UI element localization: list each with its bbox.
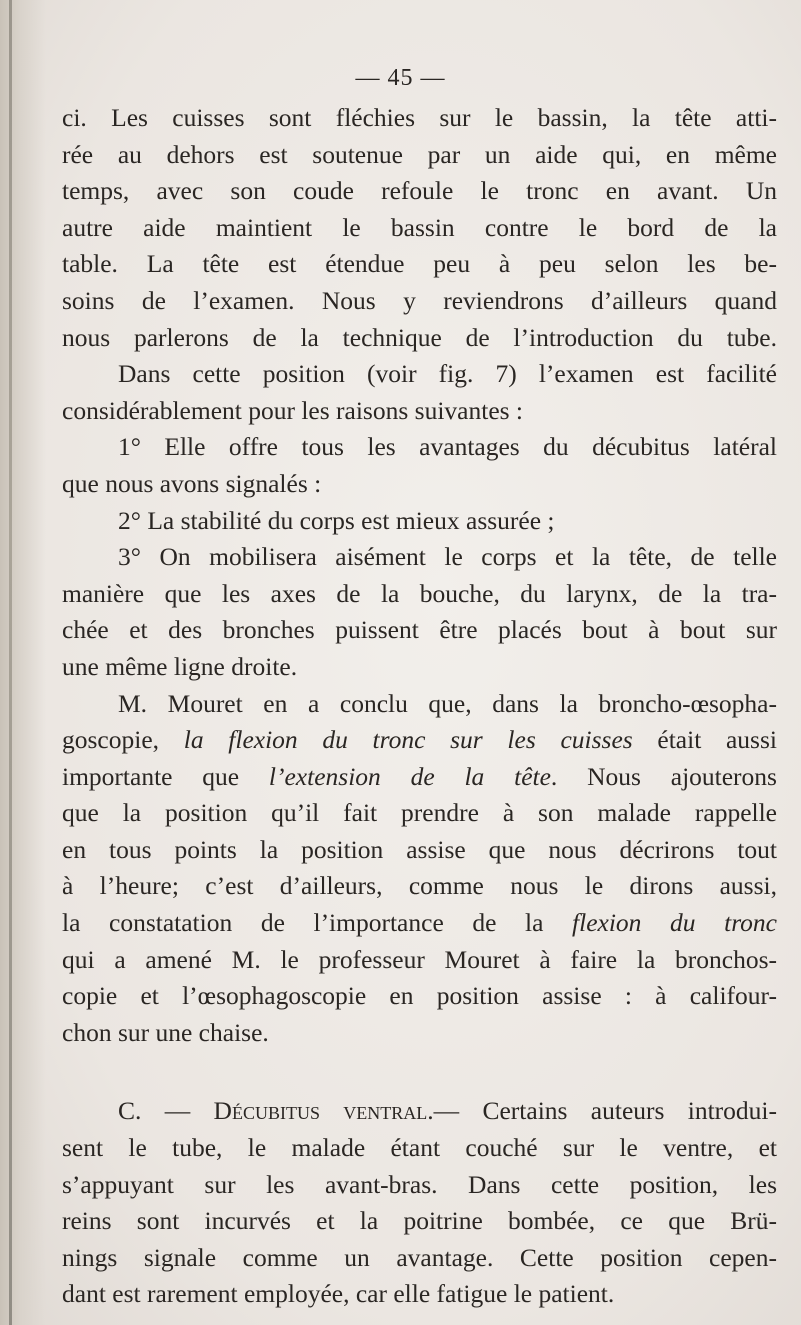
text-line (62, 503, 777, 540)
section-gap (62, 1051, 777, 1093)
text-segment: reins sont incurvés et la poitrine bombée, ce que Brü- (62, 1206, 777, 1236)
text-line (62, 868, 777, 905)
text-line (62, 1015, 777, 1052)
text-segment: goscopie, (62, 725, 184, 755)
text-segment: chée et des bronches puissent être placés bout à bout sur (62, 615, 777, 645)
binding-edge-line (9, 0, 12, 1325)
italic-phrase: la flexion du tronc sur les cuisses (183, 725, 633, 755)
text-line (62, 942, 777, 979)
text-segment: nous parlerons de la technique de l’introduction du tube. (62, 322, 777, 352)
text-segment: chon sur une chaise. (62, 1017, 269, 1047)
text-line (62, 137, 777, 174)
text-line (62, 320, 777, 357)
text-segment: la constatation de l’importance de la (62, 908, 573, 938)
text-segment: s’appuyant sur les avant-bras. Dans cette position, les (62, 1169, 777, 1199)
text-line (62, 612, 777, 649)
text-segment: autre aide maintient le bassin contre le bord de la (62, 212, 777, 242)
text-line (62, 1203, 777, 1240)
text-segment: manière que les axes de la bouche, du larynx, de la tra- (62, 578, 777, 608)
text-line (62, 686, 777, 723)
text-segment: ci. Les cuisses sont fléchies sur le bassin, la tête atti- (62, 103, 777, 132)
text-segment: C (118, 1096, 136, 1126)
text-segment: copie et l’œsophagoscopie en position assise : à califour- (62, 981, 777, 1011)
section-heading: Décubitus ventral (213, 1096, 428, 1126)
text-segment: que la position qu’il fait prendre à son malade rappelle (62, 798, 777, 828)
text-segment: soins de l’examen. Nous y reviendrons d’ailleurs quand (62, 285, 777, 315)
text-segment: rée au dehors est soutenue par un aide qui, en même (62, 139, 777, 169)
text-line (62, 649, 777, 686)
text-segment: importante que (62, 761, 269, 791)
text-segment: que nous avons signalés : (62, 468, 322, 498)
text-line (62, 905, 777, 942)
text-line (62, 978, 777, 1015)
text-segment: M. Mouret en a conclu que, dans la broncho-œsopha- (118, 688, 777, 718)
text-segment: sent le tube, le malade étant couché sur le ventre, et (62, 1133, 777, 1163)
text-line (62, 429, 777, 466)
text-line (62, 210, 777, 247)
text-segment: dant est rarement employée, car elle fatigue le patient. (62, 1279, 615, 1309)
text-segment: 1° Elle offre tous les avantages du décubitus latéral (118, 432, 777, 462)
text-line (62, 1093, 777, 1130)
text-segment: une même ligne droite. (62, 651, 298, 681)
text-segment: en tous points la position assise que nous décrirons tout (62, 834, 777, 864)
italic-phrase: l’extension de la tête (268, 761, 551, 791)
page-number: — 45 — (355, 65, 446, 91)
page-edge-shadow (0, 0, 46, 1325)
body-text (62, 100, 777, 1313)
text-segment: 2° La stabilité du corps est mieux assurée ; (118, 505, 555, 535)
text-segment: était aussi (632, 725, 777, 755)
text-segment: . Nous ajouterons (550, 761, 777, 791)
text-line (62, 173, 777, 210)
text-line (62, 246, 777, 283)
text-segment: table. La tête est étendue peu à peu selon les be- (62, 249, 777, 279)
text-segment: .— Certains auteurs introdui- (427, 1096, 777, 1126)
text-line (62, 1276, 777, 1313)
text-segment: Dans cette position (voir fig. 7) l’examen est facilité (118, 359, 777, 389)
text-line (62, 1130, 777, 1167)
text-line (62, 1240, 777, 1277)
text-line (62, 356, 777, 393)
text-segment: à l’heure; c’est d’ailleurs, comme nous le dirons aussi, (62, 871, 777, 901)
text-segment: qui a amené M. le professeur Mouret à faire la bronchos- (62, 944, 777, 974)
italic-phrase: flexion du tronc (572, 908, 777, 938)
text-line (62, 832, 777, 869)
text-segment: 3° On mobilisera aisément le corps et la tête, de telle (118, 542, 777, 572)
text-line (62, 100, 777, 137)
text-line (62, 466, 777, 503)
text-line (62, 1167, 777, 1204)
text-line (62, 576, 777, 613)
text-line (62, 539, 777, 576)
text-segment: nings signale comme un avantage. Cette position cepen- (62, 1242, 777, 1272)
text-segment: temps, avec son coude refoule le tronc en avant. Un (62, 176, 777, 206)
text-line (62, 283, 777, 320)
text-segment: considérablement pour les raisons suivantes : (62, 395, 524, 425)
text-line (62, 393, 777, 430)
text-line (62, 722, 777, 759)
text-line (62, 759, 777, 796)
text-line (62, 795, 777, 832)
text-segment: . — (135, 1096, 214, 1126)
